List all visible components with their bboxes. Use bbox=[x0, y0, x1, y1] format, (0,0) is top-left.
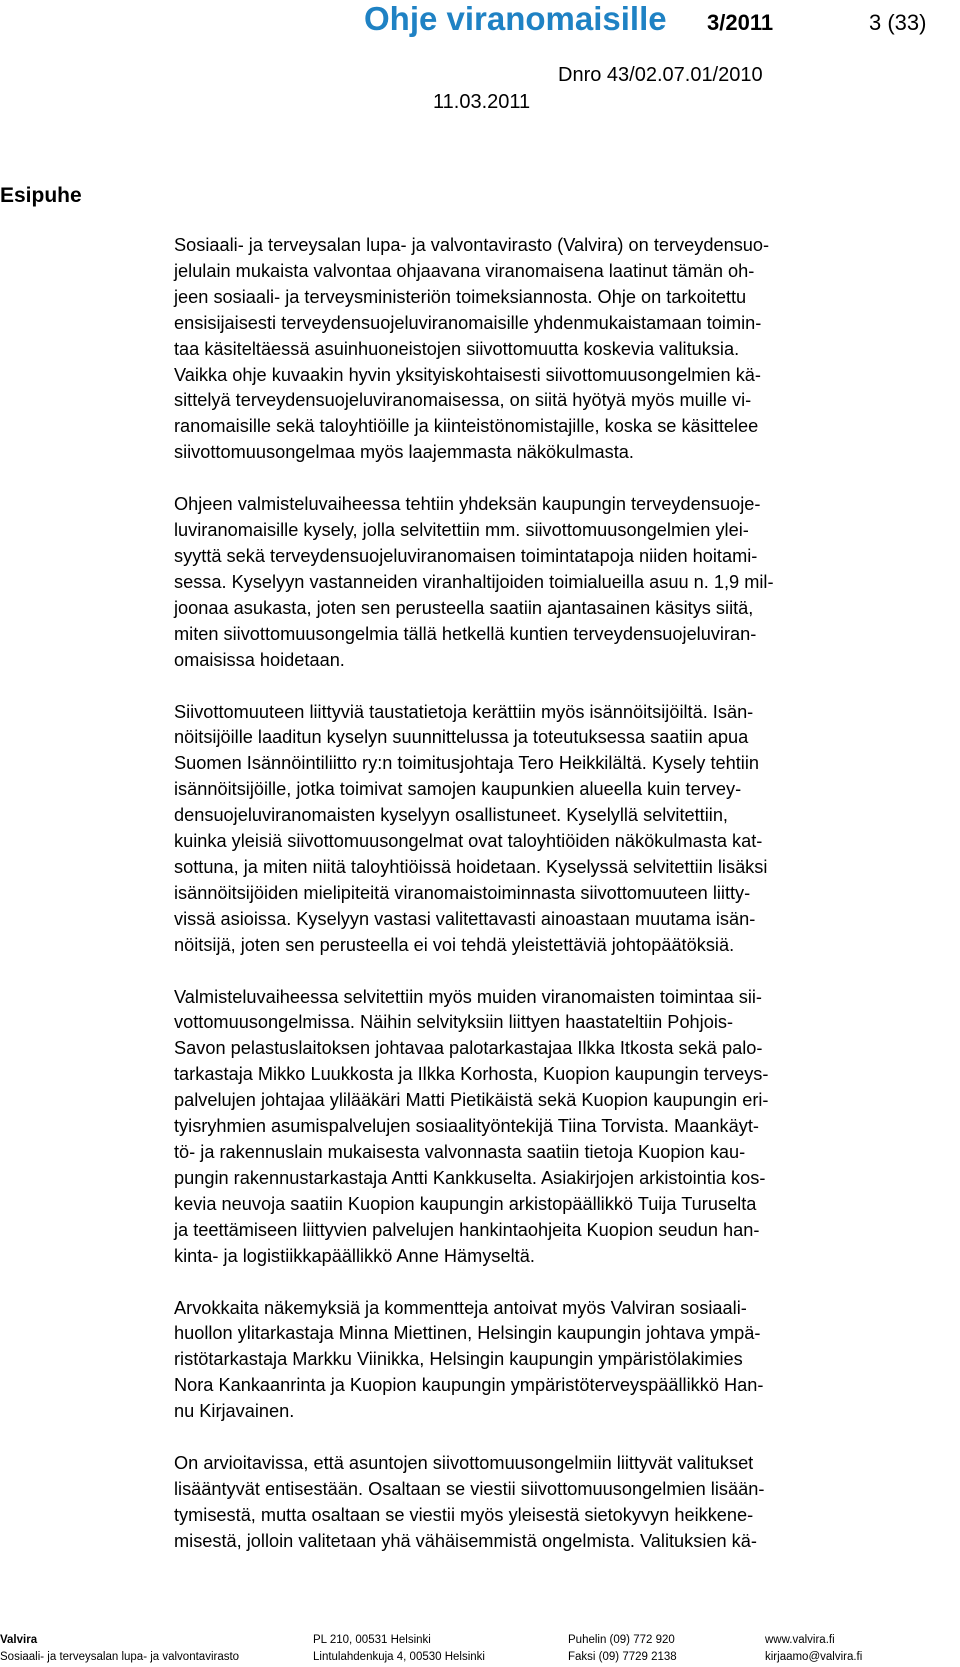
paragraph-line: Savon pelastuslaitoksen johtavaa palotarkastajaa Ilkka Itkosta sekä palo- bbox=[174, 1038, 763, 1059]
footer-website-link[interactable]: www.valvira.fi bbox=[765, 1634, 835, 1646]
footer-street-address: Lintulahdenkuja 4, 00530 Helsinki bbox=[313, 1651, 485, 1663]
paragraph-line: sessa. Kyselyyn vastanneiden viranhaltijoiden toimialueilla asuu n. 1,9 mil- bbox=[174, 571, 774, 592]
section-heading: Esipuhe bbox=[0, 184, 82, 207]
body-paragraph bbox=[174, 700, 900, 959]
paragraph-line: misestä, jolloin valitetaan yhä vähäisemmistä ongelmista. Valituksien kä- bbox=[174, 1530, 757, 1551]
body-paragraph bbox=[174, 233, 900, 466]
paragraph-line: pungin rakennustarkastaja Antti Kankkuselta. Asiakirjojen arkistointia kos- bbox=[174, 1167, 766, 1188]
paragraph-line: kinta- ja logistiikkapäällikkö Anne Hämyseltä. bbox=[174, 1245, 535, 1266]
paragraph-line: Arvokkaita näkemyksiä ja kommentteja antoivat myös Valviran sosiaali- bbox=[174, 1297, 747, 1318]
paragraph-line: Sosiaali- ja terveysalan lupa- ja valvontavirasto (Valvira) on terveydensuo- bbox=[174, 235, 770, 255]
footer-email-link[interactable]: kirjaamo@valvira.fi bbox=[765, 1651, 863, 1663]
body-paragraph bbox=[174, 1451, 900, 1555]
paragraph-line: tyisryhmien asumispalvelujen sosiaalityöntekijä Tiina Torvista. Maankäyt- bbox=[174, 1116, 759, 1137]
footer-fax: Faksi (09) 7729 2138 bbox=[568, 1651, 677, 1663]
body-paragraph bbox=[174, 492, 900, 673]
paragraph-line: sottuna, ja miten niitä taloyhtiöissä hoidetaan. Kyselyssä selvitettiin lisäksi bbox=[174, 856, 768, 877]
paragraph-line: ranomaisille sekä taloyhtiöille ja kiinteistönomistajille, koska se käsittelee bbox=[174, 416, 759, 437]
page-number: 3 (33) bbox=[869, 10, 927, 35]
paragraph-line: densuojeluviranomaisten kyselyyn osallistuneet. Kyselyllä selvitettiin, bbox=[174, 805, 728, 826]
paragraph-line: taa käsiteltäessä asuinhuoneistojen siivottomuutta koskevia valituksia. bbox=[174, 338, 740, 359]
paragraph-line: miten siivottomuusongelmia tällä hetkellä kuntien terveydensuojeluviran- bbox=[174, 623, 757, 644]
footer-org-name: Valvira bbox=[0, 1634, 38, 1646]
paragraph-line: lisääntyvät entisestään. Osaltaan se viestii siivottomuusongelmien lisään- bbox=[174, 1478, 765, 1499]
paragraph-line: vottomuusongelmissa. Näihin selvityksiin liittyen haastateltiin Pohjois- bbox=[174, 1012, 734, 1033]
body-paragraph bbox=[174, 985, 900, 1270]
paragraph-line: kevia neuvoja saatiin Kuopion kaupungin arkistopäällikkö Tuija Turuselta bbox=[174, 1193, 757, 1214]
paragraph-line: siivottomuusongelmaa myös laajemmasta näkökulmasta. bbox=[174, 442, 634, 463]
body-paragraph bbox=[174, 1296, 900, 1426]
footer-phone: Puhelin (09) 772 920 bbox=[568, 1634, 675, 1646]
paragraph-line: tymisestä, mutta osaltaan se viestii myös yleisestä sietokyvyn heikkene- bbox=[174, 1504, 754, 1525]
paragraph-line: Siivottomuuteen liittyviä taustatietoja kerättiin myös isännöitsijöiltä. Isän- bbox=[174, 701, 754, 722]
paragraph-line: palvelujen johtajaa ylilääkäri Matti Pietikäistä sekä Kuopion kaupungin eri- bbox=[174, 1090, 769, 1111]
paragraph-line: vissä asioissa. Kyselyyn vastasi valitettavasti ainoastaan muutama isän- bbox=[174, 908, 756, 929]
paragraph-line: tö- ja rakennuslain mukaisesta valvonnasta saatiin tietoja Kuopion kau- bbox=[174, 1142, 746, 1162]
footer-org-full: Sosiaali- ja terveysalan lupa- ja valvontavirasto bbox=[0, 1651, 240, 1663]
paragraph-line: syyttä sekä terveydensuojeluviranomaisen toimintatapoja niiden hoitami- bbox=[174, 545, 758, 566]
paragraph-line: Ohjeen valmisteluvaiheessa tehtiin yhdeksän kaupungin terveydensuoje- bbox=[174, 494, 761, 515]
paragraph-line: Valmisteluvaiheessa selvitettiin myös muiden viranomaisten toimintaa sii- bbox=[174, 986, 762, 1007]
issue-number: 3/2011 bbox=[707, 10, 774, 35]
paragraph-line: jeen sosiaali- ja terveysministeriön toimeksiannosta. Ohje on tarkoitettu bbox=[174, 286, 747, 307]
paragraph-line: isännöitsijöiden mielipiteitä viranomaistoiminnasta siivottomuuteen liitty- bbox=[174, 882, 751, 903]
record-number: Dnro 43/02.07.01/2010 bbox=[558, 64, 763, 86]
paragraph-line: tarkastaja Mikko Luukkosta ja Ilkka Korhosta, Kuopion kaupungin terveys- bbox=[174, 1064, 769, 1085]
paragraph-line: isännöitsijöille, jotka toimivat samojen kaupunkien alueella kuin tervey- bbox=[174, 779, 742, 800]
paragraph-line: omaisissa hoidetaan. bbox=[174, 649, 345, 670]
paragraph-line: huollon ylitarkastaja Minna Miettinen, Helsingin kaupungin johtava ympä- bbox=[174, 1323, 761, 1344]
paragraph-line: luviranomaisille kysely, jolla selvitettiin mm. siivottomuusongelmien ylei- bbox=[174, 520, 749, 541]
body-text bbox=[174, 233, 900, 1581]
paragraph-line: jelulain mukaista valvontaa ohjaavana viranomaisena laatinut tämän oh- bbox=[174, 260, 755, 281]
paragraph-line: nöitsijöille laaditun kyselyn suunnittelussa ja toteutuksessa saatiin apua bbox=[174, 727, 749, 748]
paragraph-line: sittelyä terveydensuojeluviranomaisessa, on siitä hyötyä myös muille vi- bbox=[174, 390, 752, 411]
paragraph-line: ja teettämiseen liittyvien palvelujen hankintaohjeita Kuopion seudun han- bbox=[174, 1219, 760, 1240]
paragraph-line: Suomen Isännöintiliitto ry:n toimitusjohtaja Tero Heikkilältä. Kysely tehtiin bbox=[174, 753, 759, 774]
paragraph-line: Nora Kankaanrinta ja Kuopion kaupungin ympäristöterveyspäällikkö Han- bbox=[174, 1375, 764, 1396]
document-date: 11.03.2011 bbox=[433, 91, 531, 113]
paragraph-line: Vaikka ohje kuvaakin hyvin yksityiskohtaisesti siivottomuusongelmien kä- bbox=[174, 364, 761, 385]
footer-postal-address: PL 210, 00531 Helsinki bbox=[313, 1634, 431, 1646]
paragraph-line: ristötarkastaja Markku Viinikka, Helsingin kaupungin ympäristölakimies bbox=[174, 1349, 743, 1370]
paragraph-line: nu Kirjavainen. bbox=[174, 1401, 295, 1422]
paragraph-line: kuinka yleisiä siivottomuusongelmat ovat taloyhtiöiden näkökulmasta kat- bbox=[174, 831, 763, 852]
paragraph-line: joonaa asukasta, joten sen perusteella saatiin ajantasainen käsitys siitä, bbox=[174, 597, 754, 618]
paragraph-line: On arvioitavissa, että asuntojen siivottomuusongelmiin liittyvät valitukset bbox=[174, 1453, 754, 1474]
paragraph-line: nöitsijä, joten sen perusteella ei voi tehdä yleistettäviä johtopäätöksiä. bbox=[174, 934, 735, 955]
paragraph-line: ensisijaisesti terveydensuojeluviranomaisille yhdenmukaistamaan toimin- bbox=[174, 312, 762, 333]
document-title: Ohje viranomaisille bbox=[364, 0, 667, 37]
